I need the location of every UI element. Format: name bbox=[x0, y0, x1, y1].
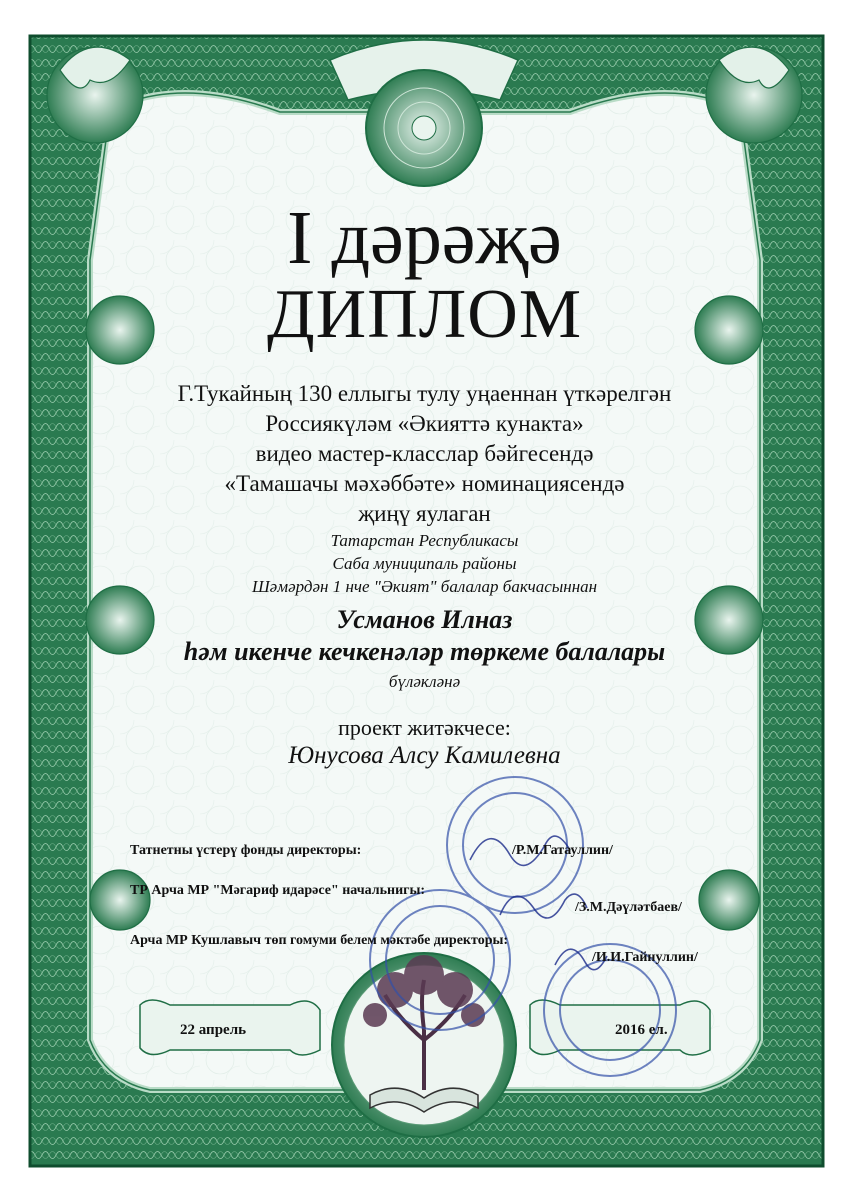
leader-name: Юнусова Алсу Камилевна bbox=[288, 742, 561, 769]
signature-name: /И.И.Гайнуллин/ bbox=[592, 950, 698, 965]
description-line: видео мастер-класслар бәйгесендә bbox=[255, 441, 594, 466]
awarded-text: бүләкләнә bbox=[388, 672, 461, 691]
signature-role: Татнетны үстерү фонды директоры: bbox=[130, 843, 362, 858]
description-line: Россиякүләм «Әкияттә кунакта» bbox=[265, 411, 584, 436]
degree-heading: I дәрәҗә bbox=[287, 196, 562, 280]
description-line: «Тамашачы мәхәббәте» номинациясендә bbox=[224, 471, 625, 496]
diploma-title: ДИПЛОМ bbox=[266, 276, 583, 353]
origin-line: Саба муниципаль районы bbox=[332, 554, 517, 573]
description-line: җиңү яулаган bbox=[358, 501, 491, 526]
signature-name: /Р.М.Гатауллин/ bbox=[512, 843, 613, 858]
origin-line: Татарстан Республикасы bbox=[330, 531, 519, 550]
leader-label: проект житәкчесе: bbox=[338, 715, 511, 740]
signature-role: Арча МР Кушлавыч төп гомуми белем мәктәбе директоры: bbox=[130, 933, 509, 948]
date-day: 22 апрель bbox=[180, 1022, 247, 1038]
signature-role: ТР Арча МР "Мәгариф идарәсе" начальнигы: bbox=[130, 883, 426, 898]
date-year: 2016 ел. bbox=[615, 1022, 668, 1038]
signature-name: /З.М.Дәүләтбаев/ bbox=[575, 900, 682, 915]
origin-line: Шәмәрдән 1 нче "Әкият" балалар бакчасыннан bbox=[251, 577, 598, 596]
recipient-group: һәм икенче кечкенәләр төркеме балалары bbox=[183, 637, 666, 666]
recipient-name: Усманов Илназ bbox=[336, 605, 513, 634]
description-line: Г.Тукайның 130 еллыгы тулу уңаеннан үткәрелгән bbox=[177, 381, 672, 406]
